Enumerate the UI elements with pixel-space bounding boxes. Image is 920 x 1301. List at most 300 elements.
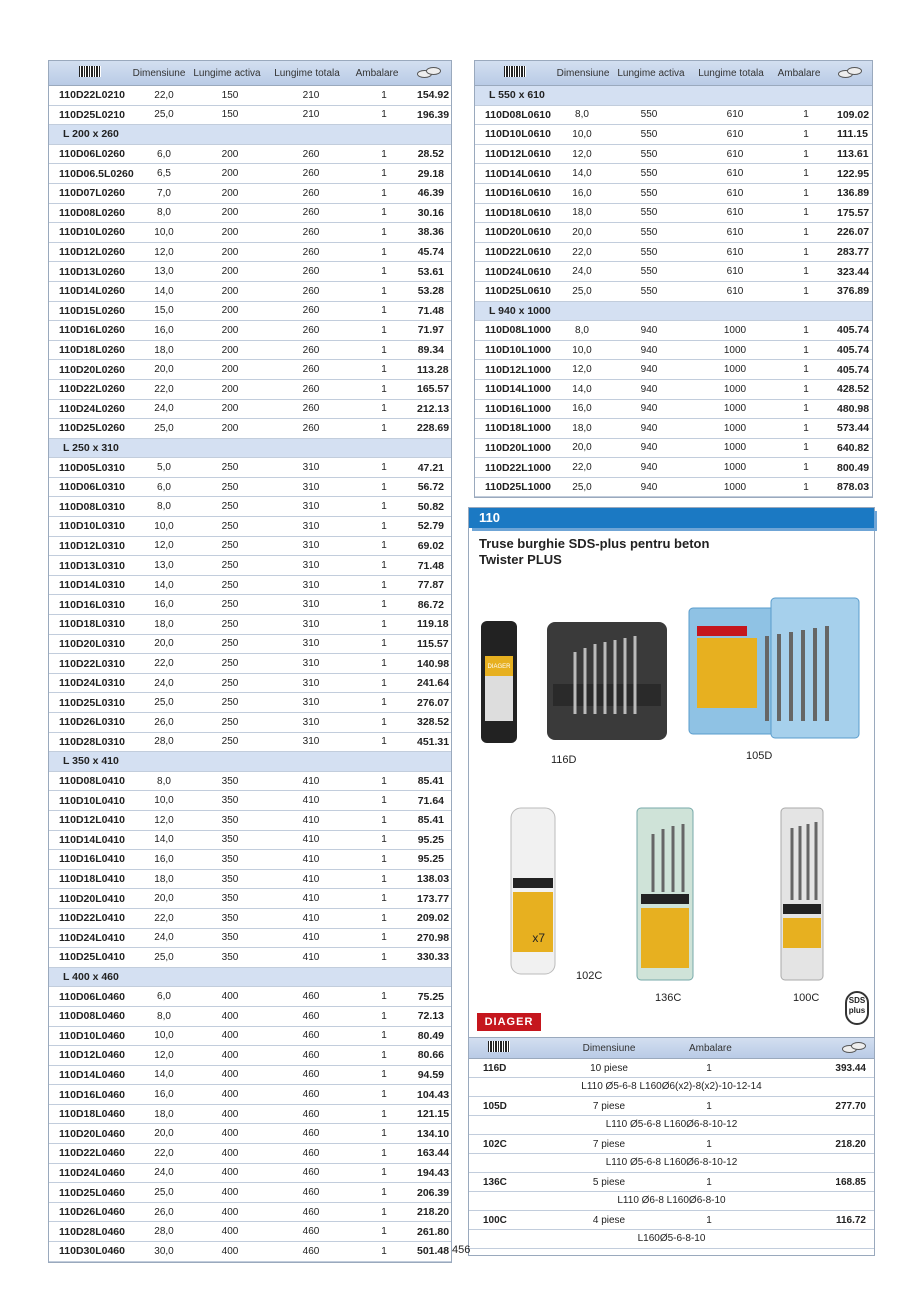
drill-bit-case-icon xyxy=(687,596,862,746)
set-table-header xyxy=(469,1037,874,1059)
cell-total-length: 460 xyxy=(302,1147,320,1159)
cell-active-length: 940 xyxy=(640,462,658,474)
cell-price: 323.44 xyxy=(837,265,870,278)
barcode-icon xyxy=(488,1041,510,1052)
cell-total-length: 260 xyxy=(302,207,320,219)
cell-total-length: 310 xyxy=(302,599,320,611)
cell-packaging: 1 xyxy=(381,1069,387,1081)
cell-dimension: 24,0 xyxy=(572,266,592,278)
cell-price: 89.34 xyxy=(417,344,444,357)
cell-price: 122.95 xyxy=(837,167,870,180)
cell-packaging: 1 xyxy=(381,951,387,963)
cell-total-length: 410 xyxy=(302,795,320,807)
cell-price: 69.02 xyxy=(417,539,444,552)
cell-total-length: 310 xyxy=(302,501,320,513)
cell-price: 376.89 xyxy=(837,285,870,298)
cell-total-length: 460 xyxy=(302,1167,320,1179)
cell-active-length: 940 xyxy=(640,324,658,336)
cell-dimension: 16,0 xyxy=(572,403,592,415)
table-row xyxy=(49,576,451,596)
table-row xyxy=(49,1203,451,1223)
cell-active-length: 400 xyxy=(221,1187,239,1199)
product-code: 110D06L0260 xyxy=(59,148,125,161)
cell-price: 173.77 xyxy=(417,892,450,905)
table-row xyxy=(49,1124,451,1144)
cell-dimension: 25,0 xyxy=(154,422,174,434)
cell-active-length: 250 xyxy=(221,520,239,532)
cell-total-length: 610 xyxy=(726,207,744,219)
table-row xyxy=(49,850,451,870)
table-row xyxy=(475,419,872,439)
product-code: 110D16L0610 xyxy=(485,187,551,200)
product-number: 110 xyxy=(469,508,874,528)
cell-price: 277.70 xyxy=(835,1100,866,1112)
table-row xyxy=(49,1085,451,1105)
cell-packaging: 1 xyxy=(381,697,387,709)
set-description: L160Ø5-6-8-10 xyxy=(469,1230,874,1249)
table-row xyxy=(49,831,451,851)
table-row xyxy=(49,713,451,733)
cell-active-length: 400 xyxy=(221,1167,239,1179)
cell-price: 85.41 xyxy=(417,775,444,788)
table-row xyxy=(49,145,451,165)
cell-dimension: 14,0 xyxy=(154,285,174,297)
cell-total-length: 460 xyxy=(302,1187,320,1199)
cell-dimension: 13,0 xyxy=(154,560,174,572)
cell-packaging: 1 xyxy=(381,403,387,415)
cell-active-length: 250 xyxy=(221,736,239,748)
header-dimension: Dimensiune xyxy=(132,67,186,79)
cell-total-length: 260 xyxy=(302,246,320,258)
set-description: L110 Ø5-6-8 L160Ø6(x2)-8(x2)-10-12-14 xyxy=(469,1078,874,1097)
cell-price: 109.02 xyxy=(837,108,870,121)
cell-packaging: 1 xyxy=(706,1138,712,1150)
table-row xyxy=(475,282,872,302)
coins-icon xyxy=(417,66,441,78)
cell-active-length: 350 xyxy=(221,795,239,807)
cell-active-length: 200 xyxy=(221,403,239,415)
section-header: L 350 x 410 xyxy=(49,752,451,772)
cell-dimension: 22,0 xyxy=(572,462,592,474)
cell-total-length: 260 xyxy=(302,226,320,238)
drill-bit-pouch-icon xyxy=(545,614,669,744)
cell-dimension: 22,0 xyxy=(154,383,174,395)
cell-packaging: 1 xyxy=(803,344,809,356)
cell-total-length: 610 xyxy=(726,109,744,121)
cell-total-length: 610 xyxy=(726,285,744,297)
cell-dimension: 12,0 xyxy=(572,364,592,376)
cell-price: 501.48 xyxy=(417,1245,450,1258)
cell-total-length: 460 xyxy=(302,1245,320,1257)
cell-total-length: 260 xyxy=(302,305,320,317)
cell-total-length: 260 xyxy=(302,187,320,199)
cell-price: 77.87 xyxy=(417,579,444,592)
table-row xyxy=(49,458,451,478)
product-code: 110D14L0310 xyxy=(59,579,125,592)
cell-price: 270.98 xyxy=(417,931,450,944)
cell-active-length: 350 xyxy=(221,834,239,846)
price-header xyxy=(827,66,872,81)
cell-price: 71.48 xyxy=(417,304,444,317)
cell-total-length: 610 xyxy=(726,148,744,160)
cell-dimension: 18,0 xyxy=(572,422,592,434)
cell-dimension: 24,0 xyxy=(154,677,174,689)
cell-active-length: 350 xyxy=(221,912,239,924)
product-code: 110D08L0460 xyxy=(59,1010,125,1023)
cell-active-length: 150 xyxy=(221,109,239,121)
cell-dimension: 20,0 xyxy=(154,893,174,905)
cell-total-length: 310 xyxy=(302,658,320,670)
table-row xyxy=(49,302,451,322)
cell-total-length: 260 xyxy=(302,148,320,160)
cell-dimension: 8,0 xyxy=(157,775,171,787)
cell-active-length: 250 xyxy=(221,560,239,572)
set-description: L110 Ø5-6-8 L160Ø6-8-10-12 xyxy=(469,1154,874,1173)
product-code: 110D16L0460 xyxy=(59,1088,125,1101)
table-row xyxy=(49,811,451,831)
cell-packaging: 1 xyxy=(381,814,387,826)
cell-dimension: 14,0 xyxy=(154,579,174,591)
cell-dimension: 6,0 xyxy=(157,148,171,160)
cell-total-length: 460 xyxy=(302,1030,320,1042)
cell-total-length: 1000 xyxy=(723,422,747,434)
product-code: 116D xyxy=(483,1062,507,1074)
cell-price: 405.74 xyxy=(837,363,870,376)
sds-plus-line2: plus xyxy=(848,1006,866,1015)
cell-packaging: 1 xyxy=(803,481,809,493)
table-row xyxy=(49,478,451,498)
cell-active-length: 400 xyxy=(221,1089,239,1101)
cell-price: 28.52 xyxy=(417,148,444,161)
product-code: 110D08L0310 xyxy=(59,500,125,513)
cell-dimension: 7,0 xyxy=(157,187,171,199)
product-code: 110D20L0610 xyxy=(485,226,551,239)
coins-icon xyxy=(842,1041,866,1053)
product-code: 110D22L1000 xyxy=(485,461,551,474)
cell-dimension: 28,0 xyxy=(154,1226,174,1238)
cell-packaging: 1 xyxy=(803,403,809,415)
cell-active-length: 400 xyxy=(221,1147,239,1159)
cell-price: 226.07 xyxy=(837,226,870,239)
cell-total-length: 410 xyxy=(302,873,320,885)
cell-total-length: 310 xyxy=(302,736,320,748)
table-row xyxy=(49,889,451,909)
cell-total-length: 410 xyxy=(302,893,320,905)
table-row xyxy=(49,1027,451,1047)
cell-packaging: 1 xyxy=(381,285,387,297)
cell-active-length: 350 xyxy=(221,873,239,885)
right-table-header xyxy=(475,61,872,86)
product-code: 110D20L0260 xyxy=(59,363,125,376)
price-header xyxy=(729,1041,874,1056)
cell-dimension: 28,0 xyxy=(154,736,174,748)
cell-pieces: 7 piese xyxy=(592,1100,626,1112)
cell-dimension: 5,0 xyxy=(157,462,171,474)
cell-price: 261.80 xyxy=(417,1225,450,1238)
cell-packaging: 1 xyxy=(381,638,387,650)
table-row xyxy=(469,1211,874,1230)
cell-dimension: 24,0 xyxy=(154,403,174,415)
table-row xyxy=(49,929,451,949)
table-row xyxy=(49,204,451,224)
cell-price: 85.41 xyxy=(417,814,444,827)
header-active-length: Lungime activa xyxy=(617,67,685,79)
cell-total-length: 310 xyxy=(302,677,320,689)
table-row xyxy=(49,791,451,811)
product-code: 110D20L0460 xyxy=(59,1127,125,1140)
cell-price: 121.15 xyxy=(417,1108,450,1121)
cell-total-length: 260 xyxy=(302,324,320,336)
cell-dimension: 25,0 xyxy=(154,951,174,963)
product-code: 110D22L0210 xyxy=(59,89,125,102)
product-code: 100C xyxy=(483,1214,507,1226)
table-row xyxy=(469,1059,874,1078)
table-row xyxy=(475,439,872,459)
product-code: 110D25L0260 xyxy=(59,422,125,435)
header-packaging: Ambalare xyxy=(689,1042,732,1054)
product-code: 110D25L0610 xyxy=(485,285,551,298)
cell-dimension: 30,0 xyxy=(154,1245,174,1257)
cell-active-length: 400 xyxy=(221,991,239,1003)
table-row xyxy=(475,400,872,420)
cell-dimension: 20,0 xyxy=(154,1128,174,1140)
cell-price: 328.52 xyxy=(417,716,450,729)
left-table-body xyxy=(49,86,451,1262)
cell-packaging: 1 xyxy=(803,442,809,454)
cell-total-length: 260 xyxy=(302,403,320,415)
cell-total-length: 1000 xyxy=(723,481,747,493)
cell-price: 113.61 xyxy=(837,148,869,161)
product-code: 110D10L0310 xyxy=(59,520,125,533)
table-row xyxy=(475,321,872,341)
caption-136c: 136C xyxy=(655,992,682,1004)
cell-dimension: 10,0 xyxy=(572,344,592,356)
cell-packaging: 1 xyxy=(381,207,387,219)
product-code: 110D18L0610 xyxy=(485,206,551,219)
table-row xyxy=(49,693,451,713)
product-code: 102C xyxy=(483,1138,507,1150)
table-row xyxy=(49,1183,451,1203)
table-row xyxy=(475,204,872,224)
cell-price: 119.18 xyxy=(417,618,449,631)
table-row xyxy=(49,419,451,439)
header-dimension: Dimensiune xyxy=(582,1042,636,1054)
cell-active-length: 940 xyxy=(640,364,658,376)
product-code: 110D10L0260 xyxy=(59,226,125,239)
table-row xyxy=(49,262,451,282)
cell-price: 168.85 xyxy=(835,1176,866,1188)
cell-active-length: 550 xyxy=(640,266,658,278)
cell-dimension: 16,0 xyxy=(572,187,592,199)
product-code: 110D16L1000 xyxy=(485,402,551,415)
table-row xyxy=(475,106,872,126)
drill-bit-blister-icon xyxy=(777,804,827,984)
cell-packaging: 1 xyxy=(381,834,387,846)
cell-price: 71.64 xyxy=(417,794,444,807)
cell-dimension: 25,0 xyxy=(154,1187,174,1199)
product-code: 110D24L0410 xyxy=(59,931,125,944)
cell-packaging: 1 xyxy=(381,1187,387,1199)
cell-pieces: 5 piese xyxy=(592,1176,626,1188)
product-code: 110D14L0610 xyxy=(485,167,551,180)
cell-dimension: 18,0 xyxy=(572,207,592,219)
product-code: 110D14L1000 xyxy=(485,383,551,396)
right-table-body xyxy=(475,86,872,497)
cell-packaging: 1 xyxy=(381,1030,387,1042)
header-total-length: Lungime totala xyxy=(698,67,764,79)
barcode-icon xyxy=(504,66,526,77)
product-code: 110D18L1000 xyxy=(485,422,551,435)
cell-packaging: 1 xyxy=(706,1100,712,1112)
product-code: 110D06L0460 xyxy=(59,990,125,1003)
cell-total-length: 1000 xyxy=(723,442,747,454)
cell-dimension: 20,0 xyxy=(154,638,174,650)
product-code: 110D20L0410 xyxy=(59,892,125,905)
table-row xyxy=(49,909,451,929)
product-code: 110D18L0310 xyxy=(59,618,125,631)
cell-packaging: 1 xyxy=(381,1108,387,1120)
cell-active-length: 250 xyxy=(221,677,239,689)
cell-active-length: 550 xyxy=(640,148,658,160)
cell-dimension: 16,0 xyxy=(154,599,174,611)
cell-price: 138.03 xyxy=(417,873,450,886)
barcode-header xyxy=(469,1041,529,1055)
cell-active-length: 200 xyxy=(221,324,239,336)
product-code: 110D14L0410 xyxy=(59,833,125,846)
cell-dimension: 14,0 xyxy=(154,834,174,846)
product-code: 110D26L0460 xyxy=(59,1206,125,1219)
cell-dimension: 25,0 xyxy=(154,697,174,709)
header-packaging: Ambalare xyxy=(777,67,821,79)
cell-price: 428.52 xyxy=(837,383,870,396)
cell-packaging: 1 xyxy=(381,383,387,395)
table-row xyxy=(475,125,872,145)
cell-dimension: 6,0 xyxy=(157,481,171,493)
caption-116d: 116D xyxy=(551,754,577,766)
cell-active-length: 550 xyxy=(640,207,658,219)
cell-price: 165.57 xyxy=(417,383,450,396)
cell-packaging: 1 xyxy=(381,540,387,552)
cell-dimension: 20,0 xyxy=(572,442,592,454)
cell-price: 209.02 xyxy=(417,912,450,925)
cell-active-length: 250 xyxy=(221,716,239,728)
cell-dimension: 12,0 xyxy=(154,814,174,826)
cell-dimension: 16,0 xyxy=(154,1089,174,1101)
svg-text:x7: x7 xyxy=(532,931,545,945)
cell-price: 104.43 xyxy=(417,1088,450,1101)
cell-packaging: 1 xyxy=(381,579,387,591)
cell-packaging: 1 xyxy=(381,422,387,434)
cell-total-length: 310 xyxy=(302,638,320,650)
cell-price: 241.64 xyxy=(417,677,450,690)
table-row xyxy=(49,497,451,517)
cell-active-length: 350 xyxy=(221,853,239,865)
cell-packaging: 1 xyxy=(381,658,387,670)
cell-price: 75.25 xyxy=(417,990,444,1003)
cell-total-length: 460 xyxy=(302,1206,320,1218)
cell-dimension: 16,0 xyxy=(154,853,174,865)
cell-total-length: 260 xyxy=(302,383,320,395)
product-code: 110D12L0460 xyxy=(59,1049,125,1062)
cell-packaging: 1 xyxy=(803,246,809,258)
cell-total-length: 610 xyxy=(726,266,744,278)
cell-packaging: 1 xyxy=(381,109,387,121)
cell-active-length: 200 xyxy=(221,422,239,434)
cell-total-length: 460 xyxy=(302,1089,320,1101)
set-table-body xyxy=(469,1059,874,1249)
cell-dimension: 14,0 xyxy=(572,383,592,395)
cell-active-length: 250 xyxy=(221,462,239,474)
cell-total-length: 260 xyxy=(302,285,320,297)
caption-105d: 105D xyxy=(746,750,773,762)
cell-packaging: 1 xyxy=(381,1049,387,1061)
cell-active-length: 200 xyxy=(221,266,239,278)
table-row xyxy=(49,1046,451,1066)
cell-total-length: 260 xyxy=(302,344,320,356)
cell-packaging: 1 xyxy=(803,422,809,434)
product-code: 110D18L0260 xyxy=(59,344,125,357)
cell-active-length: 550 xyxy=(640,168,658,180)
cell-price: 196.39 xyxy=(417,108,450,121)
cell-dimension: 18,0 xyxy=(154,344,174,356)
diager-logo: DIAGER xyxy=(477,1013,541,1031)
cell-total-length: 310 xyxy=(302,481,320,493)
product-code: 110D24L0610 xyxy=(485,265,551,278)
cell-price: 45.74 xyxy=(417,246,444,259)
cell-active-length: 200 xyxy=(221,344,239,356)
cell-packaging: 1 xyxy=(381,1226,387,1238)
product-code: 110D07L0260 xyxy=(59,187,125,200)
cell-packaging: 1 xyxy=(381,795,387,807)
product-code: 110D22L0410 xyxy=(59,912,125,925)
cell-total-length: 210 xyxy=(302,109,320,121)
cell-dimension: 25,0 xyxy=(572,481,592,493)
cell-active-length: 400 xyxy=(221,1108,239,1120)
cell-dimension: 8,0 xyxy=(157,501,171,513)
cell-price: 218.20 xyxy=(417,1206,450,1219)
cell-total-length: 460 xyxy=(302,1128,320,1140)
cell-active-length: 250 xyxy=(221,618,239,630)
product-code: 110D22L0610 xyxy=(485,246,551,259)
cell-dimension: 16,0 xyxy=(154,324,174,336)
cell-dimension: 26,0 xyxy=(154,716,174,728)
cell-total-length: 610 xyxy=(726,187,744,199)
cell-price: 38.36 xyxy=(417,226,444,239)
cell-total-length: 310 xyxy=(302,579,320,591)
cell-active-length: 200 xyxy=(221,364,239,376)
cell-total-length: 410 xyxy=(302,951,320,963)
cell-active-length: 250 xyxy=(221,501,239,513)
product-code: 110D16L0260 xyxy=(59,324,125,337)
cell-price: 95.25 xyxy=(417,833,444,846)
product-code: 110D05L0310 xyxy=(59,461,125,474)
product-code: 110D12L0410 xyxy=(59,814,125,827)
set-description: L110 Ø6-8 L160Ø6-8-10 xyxy=(469,1192,874,1211)
cell-packaging: 1 xyxy=(381,520,387,532)
cell-total-length: 410 xyxy=(302,834,320,846)
caption-100c: 100C xyxy=(793,992,820,1004)
cell-packaging: 1 xyxy=(381,187,387,199)
cell-price: 228.69 xyxy=(417,422,450,435)
cell-price: 573.44 xyxy=(837,422,870,435)
price-header xyxy=(407,66,451,81)
cell-packaging: 1 xyxy=(706,1214,712,1226)
table-row xyxy=(49,1164,451,1184)
table-row xyxy=(49,86,451,106)
table-row xyxy=(49,635,451,655)
cell-active-length: 400 xyxy=(221,1128,239,1140)
table-row xyxy=(49,223,451,243)
